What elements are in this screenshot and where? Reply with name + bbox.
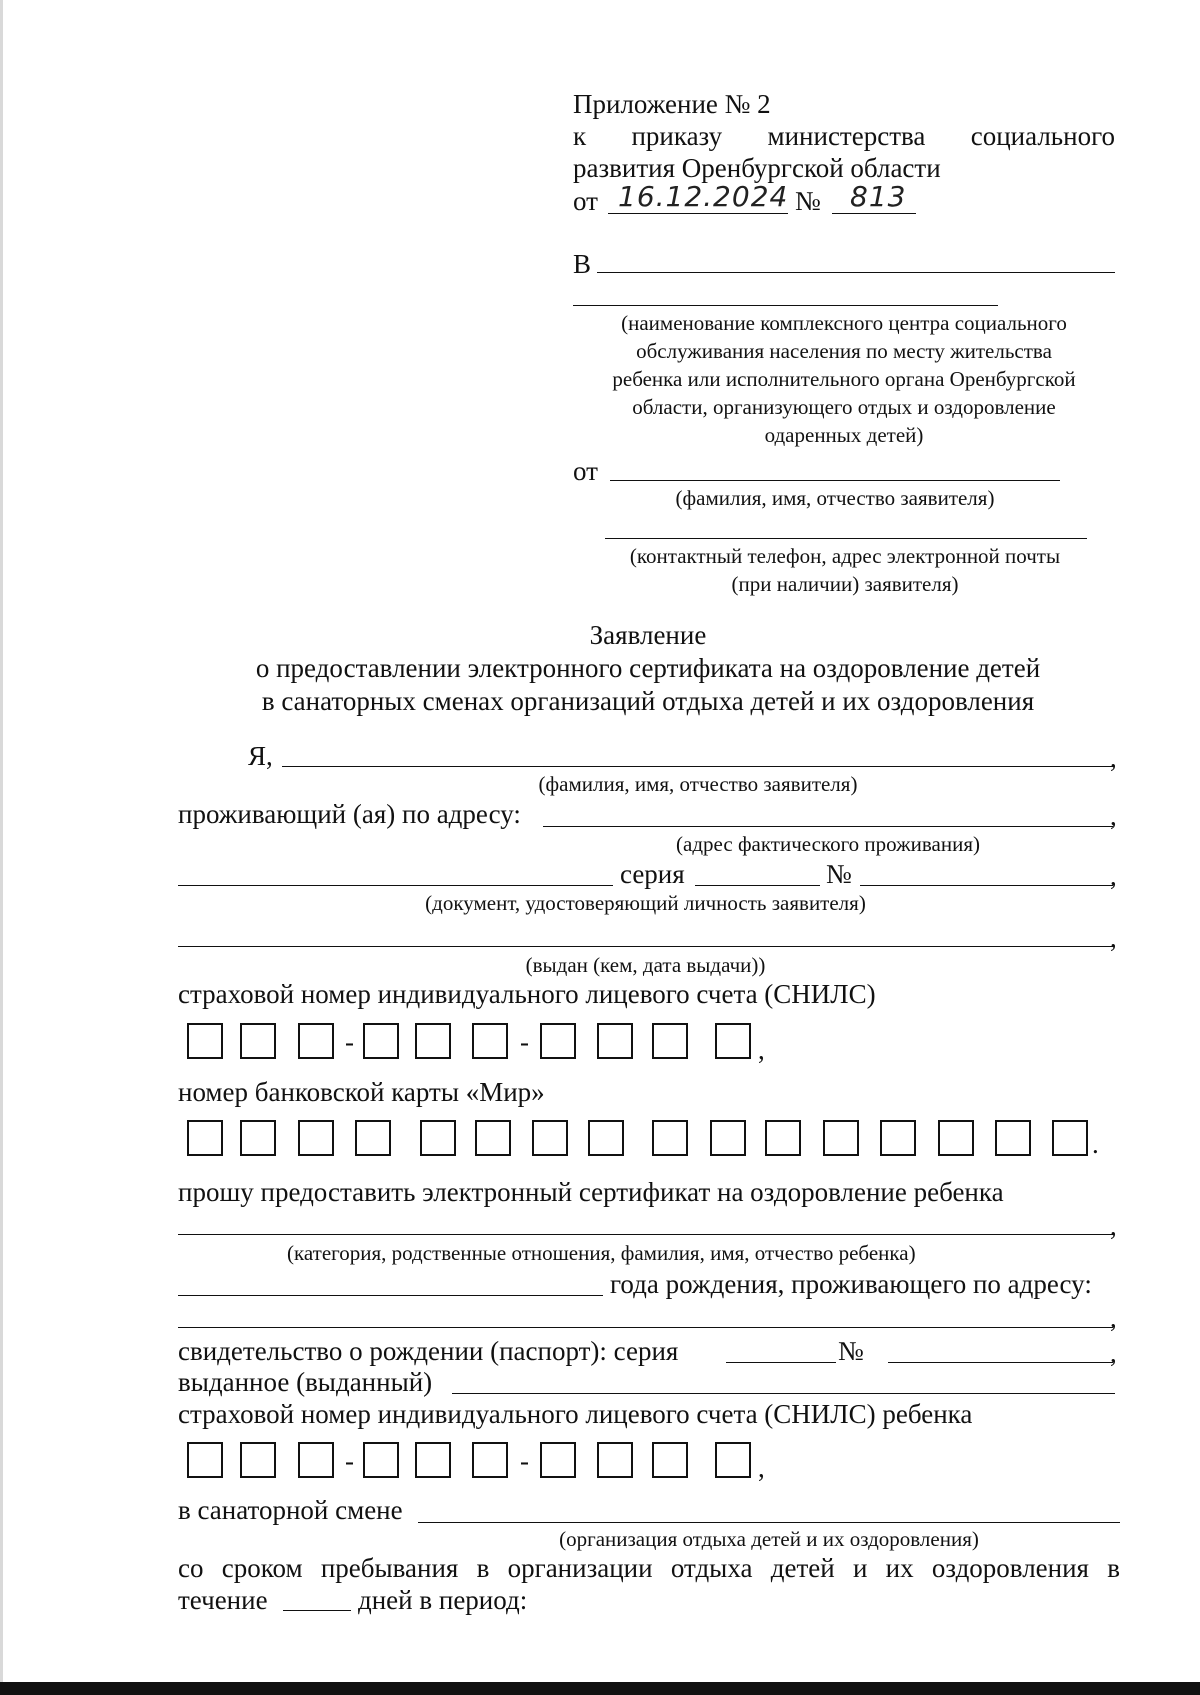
date-handwritten: 16.12.2024 [618,180,789,213]
child-field [178,1234,1113,1235]
order-word: приказу [631,121,723,151]
card-digit-box[interactable] [532,1120,568,1156]
stay-word: оздоровления [931,1553,1089,1583]
snils-digit-box[interactable] [540,1023,576,1059]
issued-field [452,1393,1115,1394]
snils-digit-box[interactable] [472,1023,508,1059]
number-field [832,213,916,214]
birth-cert-label: свидетельство о рождении (паспорт): серия [178,1336,679,1366]
addressee-caption-5: одаренных детей) [764,423,924,447]
series-field [695,885,820,886]
birth-label: года рождения, проживающего по адресу: [610,1269,1092,1299]
child-snils-digit-box[interactable] [715,1442,751,1478]
document-subtitle-2: в санаторных сменах организаций отдыха детей и их оздоровления [261,686,1035,716]
card-digit-box[interactable] [710,1120,746,1156]
development-line: развития Оренбургской области [573,153,941,183]
doc-number-field [860,885,1113,886]
card-digit-box[interactable] [938,1120,974,1156]
child-snils-digit-box[interactable] [652,1442,688,1478]
comma: , [758,1453,765,1483]
org-caption: (организация отдыха детей и их оздоровления) [559,1527,979,1551]
child-caption: (категория, родственные отношения, фамилия, имя, отчество ребенка) [287,1241,916,1265]
comma: , [1110,743,1117,773]
snils-separator: - [345,1027,354,1057]
birth-cert-series-field [726,1362,836,1363]
child-snils-label: страховой номер индивидуального лицевого счета (СНИЛС) ребенка [178,1399,973,1429]
child-snils-separator: - [520,1446,529,1476]
card-digit-box[interactable] [298,1120,334,1156]
addressee-caption-3: ребенка или исполнительного органа Оренбургской [612,367,1076,391]
issued-by-caption: (выдан (кем, дата выдачи)) [525,953,766,977]
stay-word: в [476,1553,490,1583]
comma: , [758,1035,765,1065]
social-word: социального [970,121,1115,151]
comma: , [1110,1303,1117,1333]
child-snils-digit-box[interactable] [472,1442,508,1478]
card-digit-box[interactable] [240,1120,276,1156]
comma: , [1110,1338,1117,1368]
stay-word: сроком [221,1553,303,1583]
contact-caption-1: (контактный телефон, адрес электронной почты [629,544,1061,568]
card-digit-box[interactable] [880,1120,916,1156]
applicant-caption: (фамилия, имя, отчество заявителя) [538,772,858,796]
to-label: В [573,249,592,279]
stay-word: их [885,1553,914,1583]
scan-bottom-edge [0,1682,1200,1695]
days-field [283,1610,351,1611]
birth-cert-number-label: № [838,1336,864,1366]
birth-cert-number-field [888,1362,1113,1363]
stay-line [178,1552,1120,1584]
card-digit-box[interactable] [995,1120,1031,1156]
addressee-caption-4: области, организующего отдых и оздоровление [632,395,1056,419]
document-type-field [178,885,613,886]
child-snils-digit-box[interactable] [540,1442,576,1478]
date-from-label: от [573,186,598,216]
stay-word: организации [507,1553,653,1583]
stay-word: и [852,1553,868,1583]
snils-separator: - [520,1027,529,1057]
card-digit-box[interactable] [475,1120,511,1156]
series-label: серия [620,859,685,889]
card-digit-box[interactable] [588,1120,624,1156]
address-field [543,826,1113,827]
contact-field [605,538,1087,539]
comma: , [1110,1211,1117,1241]
doc-number-label: № [826,859,852,889]
scan-left-edge [0,0,3,1695]
child-snils-digit-box[interactable] [363,1442,399,1478]
issued-label: выданное (выданный) [178,1367,433,1397]
stay-word: отдыха [670,1553,753,1583]
document-subtitle-1: о предоставлении электронного сертификата на оздоровление детей [255,653,1041,683]
ministry-word: министерства [767,121,926,151]
birth-year-field [178,1295,603,1296]
stay-word: со [178,1553,204,1583]
stay-word: пребывания [320,1553,459,1583]
child-snils-digit-box[interactable] [298,1442,334,1478]
appendix-label: Приложение № 2 [573,89,771,119]
stay-word: в [1107,1553,1120,1583]
child-snils-separator: - [345,1446,354,1476]
card-digit-box[interactable] [1052,1120,1088,1156]
addressee-caption-2: обслуживания населения по месту жительства [636,339,1052,363]
card-digit-box[interactable] [823,1120,859,1156]
snils-digit-box[interactable] [363,1023,399,1059]
request-label: прошу предоставить электронный сертификат на оздоровление ребенка [178,1177,1004,1207]
card-label: номер банковской карты «Мир» [178,1077,545,1107]
snils-digit-box[interactable] [298,1023,334,1059]
period: . [1092,1129,1099,1159]
child-snils-digit-box[interactable] [240,1442,276,1478]
to-word: к [573,121,587,151]
shift-label: в санаторной смене [178,1495,403,1525]
snils-digit-box[interactable] [415,1023,451,1059]
document-title: Заявление [589,620,707,650]
shift-field [418,1522,1120,1523]
child-address-field [178,1327,1113,1328]
issued-by-field [178,946,1113,947]
card-digit-box[interactable] [652,1120,688,1156]
number-handwritten: 813 [850,180,907,213]
order-line [573,120,1115,152]
number-label: № [795,186,821,216]
stay-word: детей [770,1553,835,1583]
during-label: течение [178,1585,268,1615]
snils-digit-box[interactable] [597,1023,633,1059]
applicant-name-caption: (фамилия, имя, отчество заявителя) [675,486,995,510]
applicant-field [282,766,1114,767]
address-caption: (адрес фактического проживания) [676,832,980,856]
applicant-from-label: от [573,456,598,486]
addressee-field-1 [597,272,1115,273]
address-label: проживающий (ая) по адресу: [178,799,521,829]
snils-digit-box[interactable] [240,1023,276,1059]
contact-caption-2: (при наличии) заявителя) [731,572,959,596]
card-digit-box[interactable] [765,1120,801,1156]
child-snils-digit-box[interactable] [597,1442,633,1478]
comma: , [1110,861,1117,891]
snils-label: страховой номер индивидуального лицевого счета (СНИЛС) [178,979,876,1009]
addressee-field-2 [573,305,998,306]
snils-digit-box[interactable] [715,1023,751,1059]
snils-digit-box[interactable] [652,1023,688,1059]
comma: , [1110,923,1117,953]
date-field [608,213,788,214]
card-digit-box[interactable] [420,1120,456,1156]
snils-digit-box[interactable] [187,1023,223,1059]
card-digit-box[interactable] [355,1120,391,1156]
child-snils-digit-box[interactable] [415,1442,451,1478]
card-digit-box[interactable] [187,1120,223,1156]
child-snils-digit-box[interactable] [187,1442,223,1478]
document-caption: (документ, удостоверяющий личность заявителя) [425,891,866,915]
comma: , [1110,801,1117,831]
addressee-caption-1: (наименование комплексного центра социального [621,311,1067,335]
i-label: Я, [248,741,273,771]
applicant-name-field [610,480,1060,481]
days-label: дней в период: [358,1585,528,1615]
